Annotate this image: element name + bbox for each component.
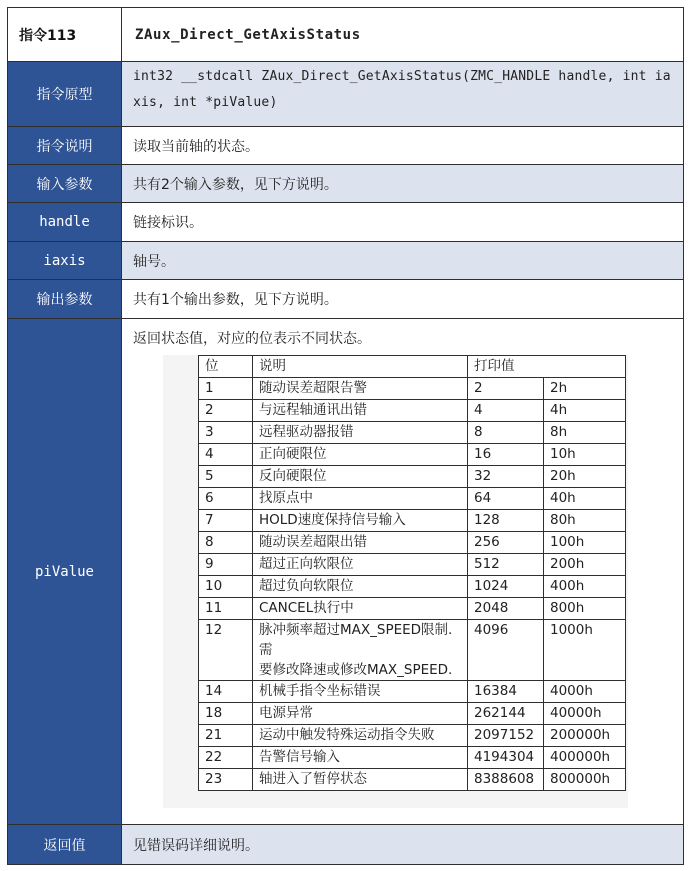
- outputs-row: [7, 280, 684, 319]
- hex-value-cell: 8h: [544, 422, 626, 444]
- hex-value-cell: 200h: [544, 554, 626, 576]
- description-row: [7, 127, 684, 165]
- desc-cell: 反向硬限位: [253, 466, 468, 488]
- status-bits-table: [198, 355, 626, 791]
- desc-cell: 运动中触发特殊运动指令失败: [253, 725, 468, 747]
- inputs-value: 共有2个输入参数，见下方说明。: [122, 165, 683, 202]
- hex-value-cell: 400000h: [544, 747, 626, 769]
- hex-value-cell: 100h: [544, 532, 626, 554]
- inputs-label: 输入参数: [8, 165, 122, 202]
- hex-value-cell: 4h: [544, 400, 626, 422]
- desc-cell: [253, 620, 468, 681]
- table-row: [199, 681, 626, 703]
- dec-value-cell: 256: [468, 532, 544, 554]
- hex-value-cell: 200000h: [544, 725, 626, 747]
- prototype-row: [7, 62, 684, 127]
- outputs-label: 输出参数: [8, 280, 122, 318]
- table-row: [199, 598, 626, 620]
- bit-cell: 2: [199, 400, 253, 422]
- bit-cell: 8: [199, 532, 253, 554]
- dec-value-cell: 4096: [468, 620, 544, 681]
- desc-cell: 机械手指令坐标错误: [253, 681, 468, 703]
- return-label: 返回值: [8, 825, 122, 864]
- api-doc-table: [7, 7, 684, 865]
- table-row: [199, 400, 626, 422]
- handle-value: 链接标识。: [122, 203, 683, 241]
- dec-value-cell: 64: [468, 488, 544, 510]
- bit-cell: 9: [199, 554, 253, 576]
- iaxis-value: 轴号。: [122, 242, 683, 279]
- dec-value-cell: 2: [468, 378, 544, 400]
- hex-value-cell: 400h: [544, 576, 626, 598]
- desc-cell: 轴进入了暂停状态: [253, 769, 468, 791]
- hex-value-cell: 20h: [544, 466, 626, 488]
- prototype-label: 指令原型: [8, 62, 122, 126]
- desc-cell: 与远程轴通讯出错: [253, 400, 468, 422]
- dec-value-cell: 2048: [468, 598, 544, 620]
- pivalue-description: 返回状态值，对应的位表示不同状态。: [133, 331, 371, 347]
- hex-value-cell: 800000h: [544, 769, 626, 791]
- desc-cell: 随动误差超限告警: [253, 378, 468, 400]
- bit-cell: 21: [199, 725, 253, 747]
- header-bit: 位: [199, 356, 253, 378]
- header-desc: 说明: [253, 356, 468, 378]
- bit-cell: 14: [199, 681, 253, 703]
- table-row: [199, 769, 626, 791]
- prototype-line-1: int32 __stdcall ZAux_Direct_GetAxisStatus(ZMC_HANDLE handle, int ia: [133, 69, 671, 84]
- table-row: [199, 422, 626, 444]
- desc-cell: CANCEL执行中: [253, 598, 468, 620]
- prototype-text: [133, 62, 671, 116]
- function-name: ZAux_Direct_GetAxisStatus: [122, 8, 683, 61]
- table-row: [199, 532, 626, 554]
- handle-row: [7, 203, 684, 242]
- pivalue-row: [7, 319, 684, 825]
- desc-cell: 电源异常: [253, 703, 468, 725]
- bit-cell: 1: [199, 378, 253, 400]
- hex-value-cell: 2h: [544, 378, 626, 400]
- table-row: [199, 444, 626, 466]
- hex-value-cell: 4000h: [544, 681, 626, 703]
- iaxis-row: [7, 242, 684, 280]
- desc-cell: 随动误差超限出错: [253, 532, 468, 554]
- handle-label: handle: [8, 203, 122, 241]
- dec-value-cell: 16: [468, 444, 544, 466]
- table-row: [199, 510, 626, 532]
- dec-value-cell: 1024: [468, 576, 544, 598]
- table-row: [199, 378, 626, 400]
- hex-value-cell: 40h: [544, 488, 626, 510]
- hex-value-cell: 10h: [544, 444, 626, 466]
- table-row: [199, 488, 626, 510]
- dec-value-cell: 16384: [468, 681, 544, 703]
- header-print-value: 打印值: [468, 356, 626, 378]
- dec-value-cell: 128: [468, 510, 544, 532]
- bit-cell: 11: [199, 598, 253, 620]
- dec-value-cell: 8388608: [468, 769, 544, 791]
- table-row: [199, 554, 626, 576]
- table-row: [199, 747, 626, 769]
- command-number: 指令113: [8, 8, 122, 61]
- description-label: 指令说明: [8, 127, 122, 164]
- dec-value-cell: 262144: [468, 703, 544, 725]
- status-bits-panel: [163, 355, 628, 808]
- iaxis-label: iaxis: [8, 242, 122, 279]
- table-row: [199, 576, 626, 598]
- desc-cell: 超过正向软限位: [253, 554, 468, 576]
- hex-value-cell: 800h: [544, 598, 626, 620]
- bit-cell: 10: [199, 576, 253, 598]
- hex-value-cell: 1000h: [544, 620, 626, 681]
- bit-cell: 3: [199, 422, 253, 444]
- table-header-row: [199, 356, 626, 378]
- desc-cell: 正向硬限位: [253, 444, 468, 466]
- return-row: [7, 825, 684, 865]
- desc-cell: 找原点中: [253, 488, 468, 510]
- hex-value-cell: 40000h: [544, 703, 626, 725]
- bit-cell: 12: [199, 620, 253, 681]
- desc-cell: 远程驱动器报错: [253, 422, 468, 444]
- hex-value-cell: 80h: [544, 510, 626, 532]
- desc-cell: HOLD速度保持信号输入: [253, 510, 468, 532]
- table-row: [199, 703, 626, 725]
- header-row: [7, 7, 684, 62]
- table-row: [199, 466, 626, 488]
- outputs-value: 共有1个输出参数，见下方说明。: [122, 280, 683, 318]
- bit-cell: 7: [199, 510, 253, 532]
- prototype-value: [122, 62, 683, 126]
- inputs-row: [7, 165, 684, 203]
- bit-cell: 4: [199, 444, 253, 466]
- desc-cell: 告警信号输入: [253, 747, 468, 769]
- bit-cell: 6: [199, 488, 253, 510]
- prototype-line-2: xis, int *piValue): [133, 95, 278, 110]
- table-row: [199, 725, 626, 747]
- return-value: 见错误码详细说明。: [122, 825, 683, 864]
- dec-value-cell: 4: [468, 400, 544, 422]
- desc-cell: 超过负向软限位: [253, 576, 468, 598]
- dec-value-cell: 32: [468, 466, 544, 488]
- desc-line-1: 脉冲频率超过MAX_SPEED限制.需: [259, 622, 453, 658]
- dec-value-cell: 8: [468, 422, 544, 444]
- bit-cell: 22: [199, 747, 253, 769]
- dec-value-cell: 4194304: [468, 747, 544, 769]
- table-row: [199, 620, 626, 681]
- bit-cell: 18: [199, 703, 253, 725]
- dec-value-cell: 2097152: [468, 725, 544, 747]
- description-value: 读取当前轴的状态。: [122, 127, 683, 164]
- desc-line-2: 要修改降速或修改MAX_SPEED.: [259, 662, 453, 678]
- pivalue-label: piValue: [8, 319, 122, 824]
- dec-value-cell: 512: [468, 554, 544, 576]
- pivalue-content: [122, 319, 683, 824]
- bit-cell: 23: [199, 769, 253, 791]
- bit-cell: 5: [199, 466, 253, 488]
